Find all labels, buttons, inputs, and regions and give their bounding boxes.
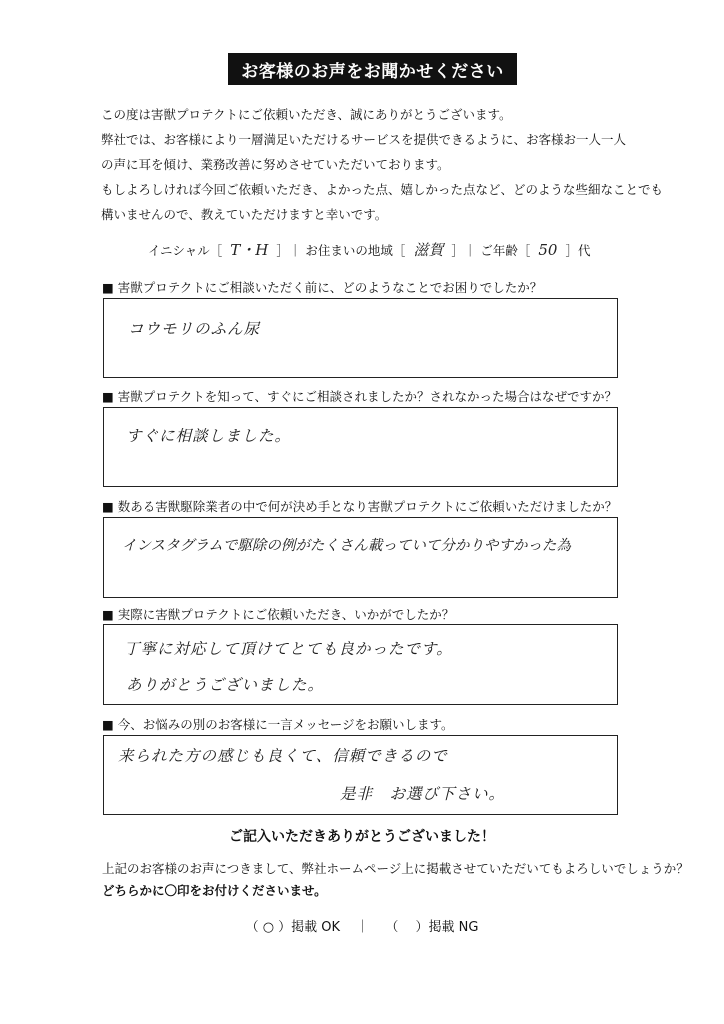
answer-line: コウモリのふん尿 [128,320,261,338]
intro-line: もしよろしければ今回ご依頼いただき、よかった点、嬉しかった点など、どのような些細なことでも [101,182,664,197]
age-label: ］｜ ご年齢［ [451,242,531,258]
answer-box [103,624,618,705]
consent-line: 上記のお客様のお声につきまして、弊社ホームページ上に掲載させていただいてもよろしいでしょうか？ [102,861,689,876]
answer-box [103,517,618,598]
answer-box [103,407,618,487]
thanks-message: ご記入いただきありがとうございました！ [229,829,495,845]
age-value: 50 [538,240,558,259]
question-heading: ■ 数ある害獣駆除業者の中で何が決め手となり害獣プロテクトにご依頼いただけましたか？ [102,499,618,514]
initials-label: イニシャル［ [148,242,223,258]
publish-choices [0,916,724,935]
region-value: 滋賀 [413,241,444,259]
consent-instruction: どちらかに〇印をお付けくださいませ。 [102,883,327,898]
publish-ng-option[interactable]: （ ）掲載 NG [385,920,479,935]
initials-value: T・H [230,241,269,259]
answer-line: ありがとうございました。 [126,676,325,694]
region-label: ］｜ お住まいの地域［ [276,242,406,258]
answer-box [103,735,618,815]
answer-box [103,298,618,378]
question-heading: ■ 実際に害獣プロテクトにご依頼いただき、いかがでしたか？ [102,607,455,622]
form-title: お客様のお声をお聞かせください [228,53,517,85]
consent-text [102,858,689,902]
answer-line: 来られた方の感じも良くて、信頼できるので [118,747,448,765]
question-heading: ■ 害獣プロテクトを知って、すぐにご相談されましたか？されなかった場合はなぜですか？ [102,389,618,404]
question-heading: ■ 今、お悩みの別のお客様に一言メッセージをお願いします。 [102,717,454,732]
answer-line: 丁寧に対応して頂けてとても良かったです。 [124,640,453,658]
choice-divider: ｜ [356,920,370,935]
intro-line: の声に耳を傾け、業務改善に努めさせていただいております。 [101,157,450,172]
customer-profile [148,239,590,260]
answer-line: 是非 お選び下さい。 [340,785,506,803]
intro-text [101,102,664,227]
intro-line: 弊社では、お客様により一層満足いただけるサービスを提供できるように、お客様お一人一人 [101,132,627,147]
question-heading: ■ 害獣プロテクトにご相談いただく前に、どのようなことでお困りでしたか？ [102,280,543,295]
answer-line: すぐに相談しました。 [126,427,292,445]
intro-line: この度は害獣プロテクトにご依頼いただき、誠にありがとうございます。 [101,107,512,122]
publish-ok-option[interactable]: （ ○ ）掲載 OK [245,920,341,935]
intro-line: 構いませんので、教えていただけますと幸いです。 [101,207,388,222]
age-suffix: ］代 [565,242,591,258]
answer-line: インスタグラムで駆除の例がたくさん載っていて分かりやすかった為 [122,538,571,554]
